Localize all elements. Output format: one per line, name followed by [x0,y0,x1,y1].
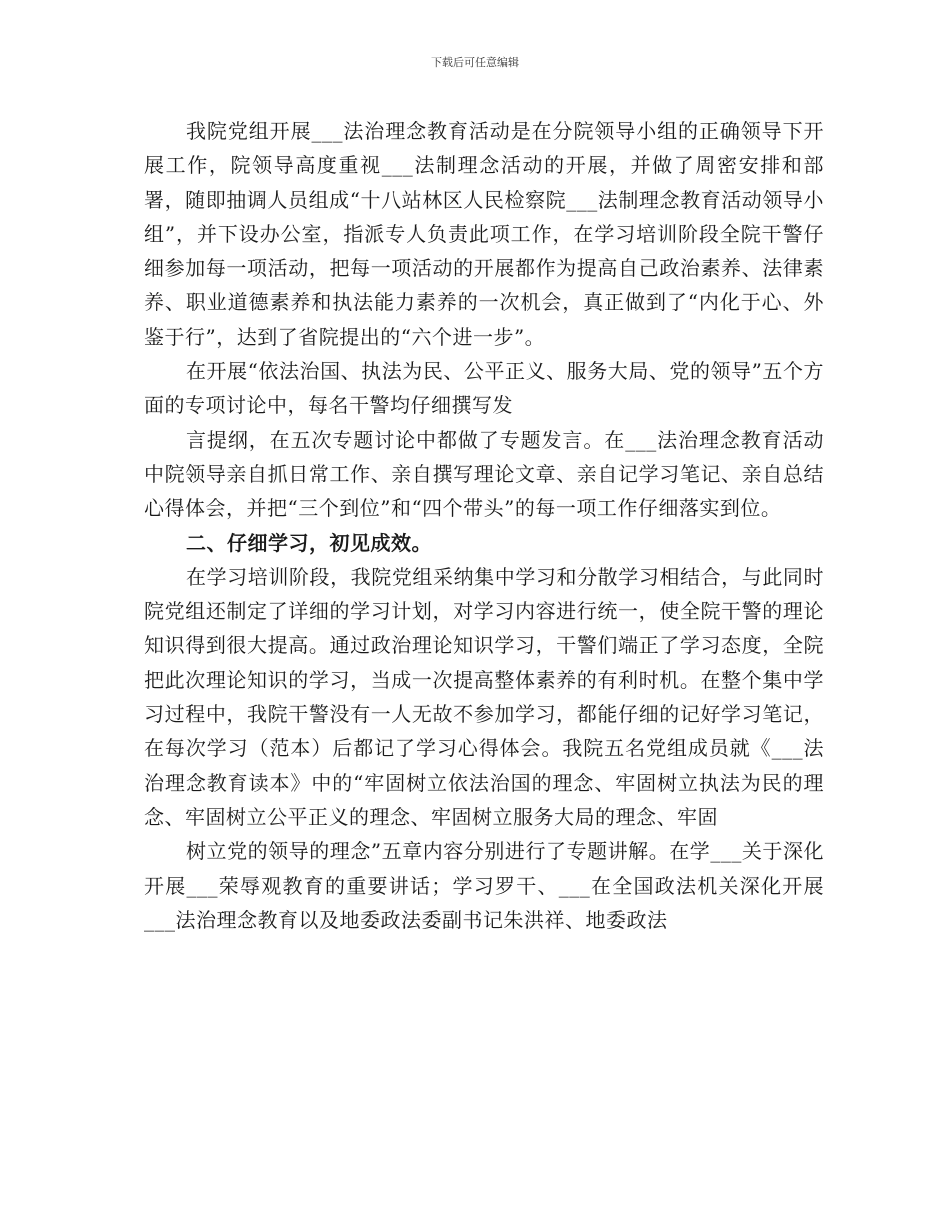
page-header-note: 下载后可任意编辑 [431,56,519,69]
paragraph-5: 树立党的领导的理念”五章内容分别进行了专题讲解。在学___关于深化开展___荣辱观教育的重要讲话；学习罗干、___在全国政法机关深化开展___法治理念教育以及地委政法委副书记朱洪祥、地委政法 [144,839,824,932]
paragraph-2: 在开展“依法治国、执法为民、公平正义、服务大局、党的领导”五个方面的专项讨论中，每名干警均仔细撰写发 [144,359,824,418]
paragraph-1: 我院党组开展___法治理念教育活动是在分院领导小组的正确领导下开展工作，院领导高度重视___法制理念活动的开展，并做了周密安排和部署，随即抽调人员组成“十八站林区人民检察院___法制理念教育活动领导小组”，并下设办公室，指派专人负责此项工作，在学习培训阶段全院干警仔细参加每一项活动，把每一项活动的开展都作为提高自己政治素养、法律素养、职业道德素养和执法能力素养的一次机会，真正做到了“内化于心、外鉴于行”，达到了省院提出的“六个进一步”。 [144,119,824,349]
paragraph-4: 在学习培训阶段，我院党组采纳集中学习和分散学习相结合，与此同时院党组还制定了详细的学习计划，对学习内容进行统一，使全院干警的理论知识得到很大提高。通过政治理论知识学习，干警们端正了学习态度，全院把此次理论知识的学习，当成一次提高整体素养的有利时机。在整个集中学习过程中，我院干警没有一人无故不参加学习，都能仔细的记好学习笔记，在每次学习（范本）后都记了学习心得体会。我院五名党组成员就《___法治理念教育读本》中的“牢固树立依法治国的理念、牢固树立执法为民的理念、牢固树立公平正义的理念、牢固树立服务大局的理念、牢固 [144,564,824,829]
document-body [144,114,824,937]
section-heading: 二、仔细学习，初见成效。 [186,530,432,555]
paragraph-3: 言提纲，在五次专题讨论中都做了专题发言。在___法治理念教育活动中院领导亲自抓日常工作、亲自撰写理论文章、亲自记学习笔记、亲自总结心得体会，并把“三个到位”和“四个带头”的每一项工作仔细落实到位。 [144,427,824,521]
